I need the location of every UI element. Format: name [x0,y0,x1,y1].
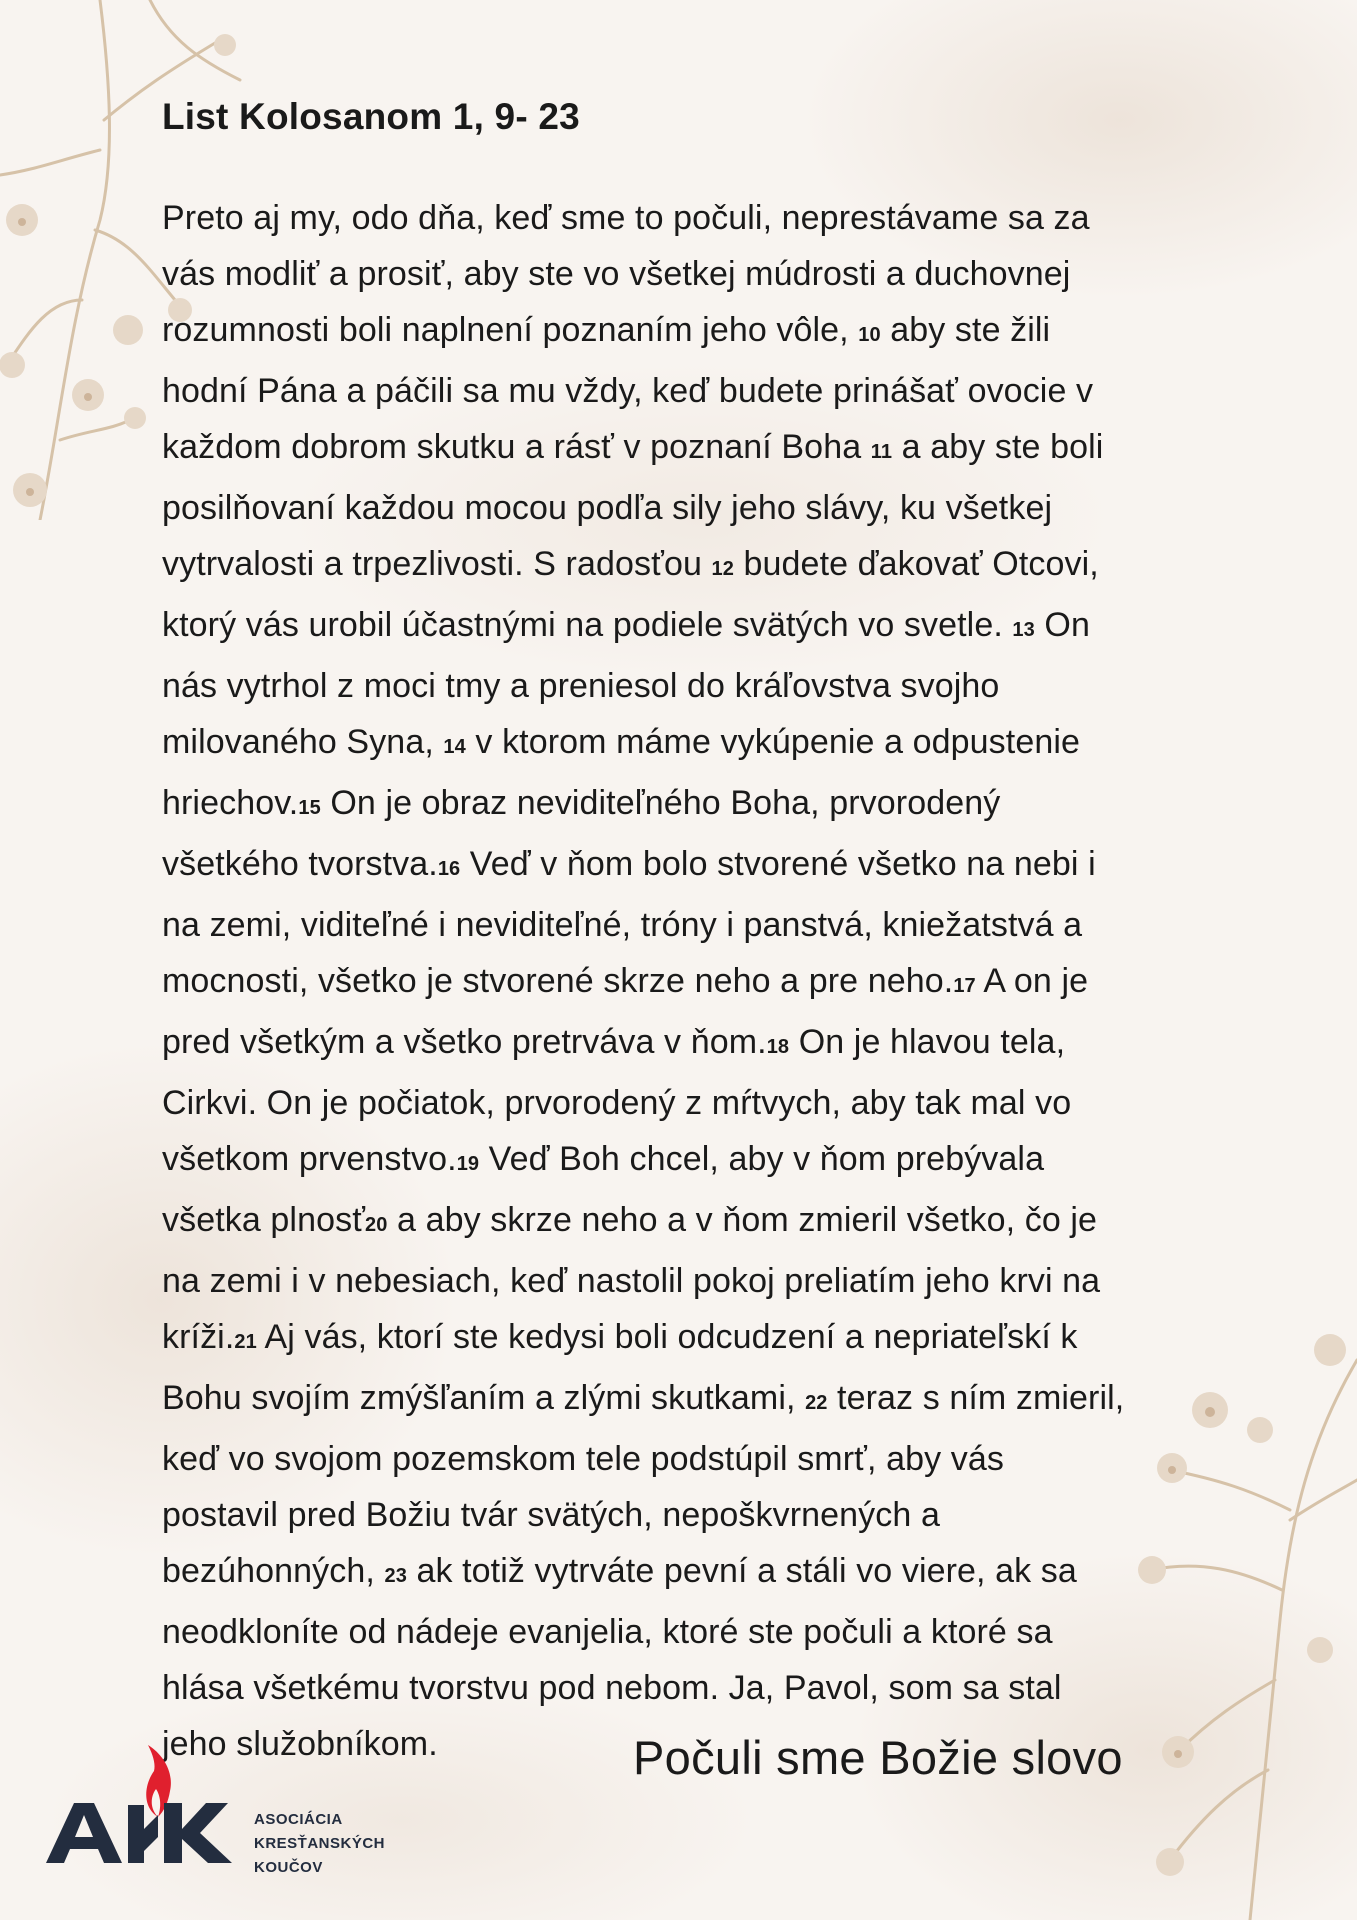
body-line [162,1253,1272,1309]
body-text-segment: Bohu svojím zmýšľaním a zlými skutkami, [162,1379,806,1417]
verse-number: 15 [298,797,321,819]
akk-logo [46,1745,396,1876]
body-text-segment: na zemi, viditeľné i neviditeľné, tróny i panstvá, kniežatstvá a [162,906,1083,944]
body-text-segment: každom dobrom skutku a rásť v poznaní Boha [162,428,871,466]
body-text-segment: teraz s ním zmieril, [827,1379,1125,1417]
body-line [162,897,1272,953]
body-text-segment: posilňovaní každou mocou podľa sily jeho slávy, ku všetkej [162,489,1053,527]
body-line [162,1370,1272,1431]
logo-text-line: KOUČOV [254,1859,323,1876]
body-line [162,714,1272,775]
verse-number: 17 [953,975,976,997]
body-text-segment: Cirkvi. On je počiatok, prvorodený z mŕtvych, aby tak mal vo [162,1084,1072,1122]
body-text-segment: na zemi i v nebesiach, keď nastolil pokoj preliatím jeho krvi na [162,1262,1101,1300]
body-text-segment: všetkého tvorstva. [162,845,438,883]
body-line [162,480,1272,536]
body-text-segment: hodní Pána a páčili sa mu vždy, keď budete prinášať ovocie v [162,372,1094,410]
verse-number: 21 [234,1331,257,1353]
body-text-segment: nás vytrhol z moci tmy a preniesol do kráľovstva svojho [162,667,1000,705]
body-text-segment: Veď Boh chcel, aby v ňom prebývala [479,1140,1045,1178]
body-text-segment: mocnosti, všetko je stvorené skrze neho a pre neho. [162,962,954,1000]
body-text-segment: On [1034,606,1090,644]
body-text-segment: Aj vás, ktorí ste kedysi boli odcudzení a nepriateľskí k [256,1318,1078,1356]
body-text-segment: všetka plnosť [162,1201,366,1239]
body-text-segment: A on je [975,962,1089,1000]
verse-number: 16 [437,858,461,880]
body-line [162,953,1272,1014]
body-text-segment: postavil pred Božiu tvár svätých, nepoškvrnených a [162,1496,940,1534]
verse-number: 20 [365,1214,388,1236]
body-text-segment: jeho služobníkom. [162,1725,438,1763]
body-text-segment: hriechov. [162,784,299,822]
body-line [162,658,1272,714]
verse-number: 12 [711,558,734,580]
body-line [162,1131,1272,1192]
verse-number: 19 [456,1153,480,1175]
logo-wordmark [254,1808,385,1880]
body-line [162,1487,1272,1543]
body-text-segment: vytrvalosti a trpezlivosti. S radosťou [162,545,712,583]
verse-number: 23 [384,1565,407,1587]
body-line [162,536,1272,597]
logo-text-line: KRESŤANSKÝCH [254,1835,386,1852]
body-line [162,597,1272,658]
closing-phrase: Počuli sme Božie slovo [633,1731,1123,1784]
body-line [162,1309,1272,1370]
akk-logo-mark-icon [46,1745,246,1865]
body-line [162,1660,1272,1716]
body-text-segment: rozumnosti boli naplnení poznaním jeho vôle, [162,311,859,349]
body-text-segment: ktorý vás urobil účastnými na podiele svätých vo svetle. [162,606,1013,644]
body-text-segment: ak totiž vytrváte pevní a stáli vo viere, ak sa [406,1552,1077,1590]
body-text-segment: On je obraz neviditeľného Boha, prvorodený [320,784,1001,822]
verse-number: 10 [858,324,881,346]
body-text-segment: vás modliť a prosiť, aby ste vo všetkej múdrosti a duchovnej [162,255,1071,293]
verse-number: 18 [766,1036,790,1058]
body-line [162,419,1272,480]
body-text-segment: milovaného Syna, [162,723,444,761]
body-text-segment: aby ste žili [880,311,1051,349]
body-line [162,1192,1272,1253]
body-line [162,1604,1272,1660]
body-text-segment: budete ďakovať Otcovi, [733,545,1099,583]
body-text-segment: v ktorom máme vykúpenie a odpustenie [465,723,1080,761]
body-text-segment: hlása všetkému tvorstvu pod nebom. Ja, Pavol, som sa stal [162,1669,1062,1707]
document-body [162,190,1272,1772]
body-line [162,836,1272,897]
document-content [162,96,1272,1772]
body-line [162,1431,1272,1487]
body-text-segment: keď vo svojom pozemskom tele podstúpil smrť, aby vás [162,1440,1004,1478]
body-text-segment: všetkom prvenstvo. [162,1140,457,1178]
body-text-segment: a aby ste boli [892,428,1104,466]
body-line [162,190,1272,246]
body-text-segment: kríži. [162,1318,235,1356]
verse-number: 13 [1012,619,1035,641]
verse-number: 11 [870,441,893,463]
body-line [162,302,1272,363]
body-line [162,246,1272,302]
body-line [162,363,1272,419]
body-text-segment: On je hlavou tela, [789,1023,1066,1061]
body-line [162,775,1272,836]
body-line [162,1075,1272,1131]
verse-number: 14 [443,736,466,758]
document-title: List Kolosanom 1, 9- 23 [162,96,580,137]
body-text-segment: bezúhonných, [162,1552,385,1590]
verse-number: 22 [805,1392,828,1414]
body-text-segment: Veď v ňom bolo stvorené všetko na nebi i [460,845,1096,883]
logo-text-line: ASOCIÁCIA [254,1811,343,1828]
body-text-segment: a aby skrze neho a v ňom zmieril všetko, čo je [387,1201,1098,1239]
body-line [162,1014,1272,1075]
body-text-segment: neodkloníte od nádeje evanjelia, ktoré ste počuli a ktoré sa [162,1613,1053,1651]
body-text-segment: Preto aj my, odo dňa, keď sme to počuli, neprestávame sa za [162,199,1090,237]
body-text-segment: pred všetkým a všetko pretrváva v ňom. [162,1023,767,1061]
body-line [162,1543,1272,1604]
